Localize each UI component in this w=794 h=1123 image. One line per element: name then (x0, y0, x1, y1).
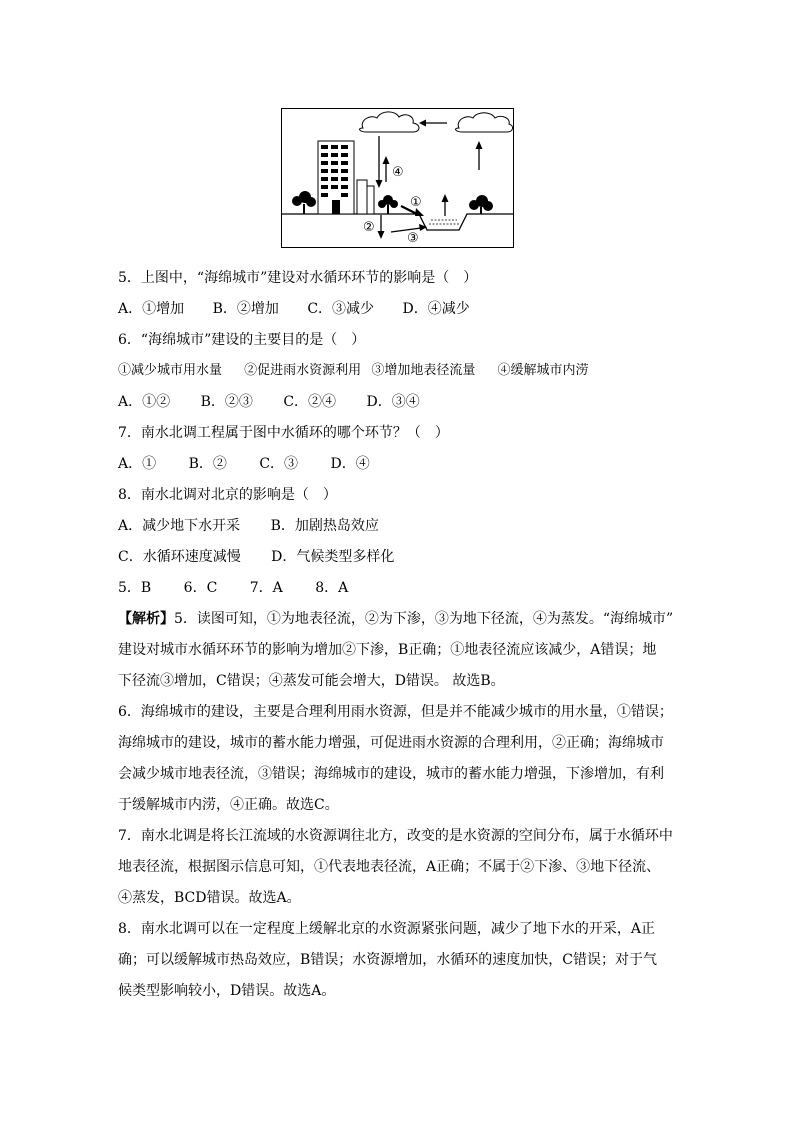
q7-options (118, 454, 370, 474)
answer-6: 6．C (183, 580, 218, 596)
q8-option-a: A．减少地下水开采 (118, 518, 241, 534)
q5-option-a: A．①增加 (118, 301, 185, 317)
water-cycle-figure (281, 108, 514, 248)
answer-8: 8．A (315, 580, 349, 596)
q7-option-b: B．② (188, 456, 227, 472)
q6-option-b: B．②③ (200, 394, 253, 410)
q5-stem: 5．上图中，“海绵城市”建设对水循环环节的影响是（ ） (118, 270, 478, 286)
q6-options (118, 392, 420, 412)
analysis-p6-line1: 6．海绵城市的建设，主要是合理利用雨水资源，但是并不能减少城市的用水量，①错误； (118, 704, 673, 720)
q6-option-d: D．③④ (366, 394, 420, 410)
analysis-p5-line3: 下径流③增加，C错误；④蒸发可能会增大，D错误。 故选B。 (118, 673, 505, 689)
q6-stem: 6．“海绵城市”建设的主要目的是（ ） (118, 332, 366, 348)
analysis-p5-line2: 建设对城市水循环环节的影响为增加②下渗，B正确；①地表径流应该减少，A错误；地 (118, 642, 657, 658)
analysis-p6-line3: 会减少城市地表径流，③错误；海绵城市的建设，城市的蓄水能力增强，下渗增加，有利 (118, 766, 664, 782)
label-2: ② (363, 220, 375, 235)
q8-option-d: D．气候类型多样化 (271, 549, 395, 565)
label-3: ③ (407, 231, 419, 246)
label-4: ④ (392, 165, 404, 180)
q8-option-b: B．加剧热岛效应 (270, 518, 379, 534)
q7-option-c: C．③ (259, 456, 299, 472)
q6-item-3: ③增加地表径流量 (371, 363, 476, 378)
analysis-p6-line2: 海绵城市的建设，城市的蓄水能力增强，可促进雨水资源的合理利用，②正确；海绵城市 (118, 735, 664, 751)
analysis-p7-line1: 7．南水北调是将长江流域的水资源调往北方，改变的是水资源的空间分布，属于水循环中 (118, 828, 673, 844)
analysis-p5-line1: 【解析】5．读图可知，①为地表径流，②为下渗，③为地下径流，④为蒸发。“海绵城市” (118, 611, 674, 627)
analysis-p8-line1: 8．南水北调可以在一定程度上缓解北京的水资源紧张问题，减少了地下水的开采，A正 (118, 921, 656, 937)
answer-7: 7．A (249, 580, 283, 596)
q6-item-1: ①减少城市用水量 (118, 363, 223, 378)
answer-5: 5．B (118, 580, 152, 596)
q7-option-a: A．① (118, 456, 157, 472)
q7-option-d: D．④ (330, 456, 370, 472)
analysis-p6-line4: 于缓解城市内涝，④正确。故选C。 (118, 797, 339, 813)
q6-items (118, 361, 588, 381)
water-cycle-diagram (281, 108, 514, 248)
q8-options-row1 (118, 516, 379, 536)
analysis-p8-line2: 确；可以缓解城市热岛效应，B错误；水资源增加，水循环的速度加快，C错误；对于气 (118, 952, 657, 968)
q5-option-c: C．③减少 (307, 301, 375, 317)
q6-option-a: A．①② (118, 394, 171, 410)
analysis-tag: 【解析】 (118, 611, 174, 627)
q8-options-row2 (118, 547, 394, 567)
label-1: ① (410, 195, 422, 210)
analysis-p7-line3: ④蒸发，BCD错误。故选A。 (118, 890, 301, 906)
q6-item-2: ②促进雨水资源利用 (244, 363, 362, 378)
q5-options (118, 299, 470, 319)
analysis-p8-line3: 候类型影响较小，D错误。故选A。 (118, 983, 336, 999)
q6-item-4: ④缓解城市内涝 (497, 363, 589, 378)
q6-option-c: C．②④ (283, 394, 337, 410)
answer-key (118, 578, 348, 598)
q8-stem: 8．南水北调对北京的影响是（ ） (118, 487, 337, 503)
analysis-p7-line2: 地表径流，根据图示信息可知，①代表地表径流，A正确；不属于②下渗、③地下径流、 (118, 859, 661, 875)
q7-stem: 7．南水北调工程属于图中水循环的哪个环节？（ ） (118, 425, 449, 441)
q8-option-c: C．水循环速度减慢 (118, 549, 241, 565)
q5-option-b: B．②增加 (212, 301, 279, 317)
q5-option-d: D．④减少 (402, 301, 470, 317)
